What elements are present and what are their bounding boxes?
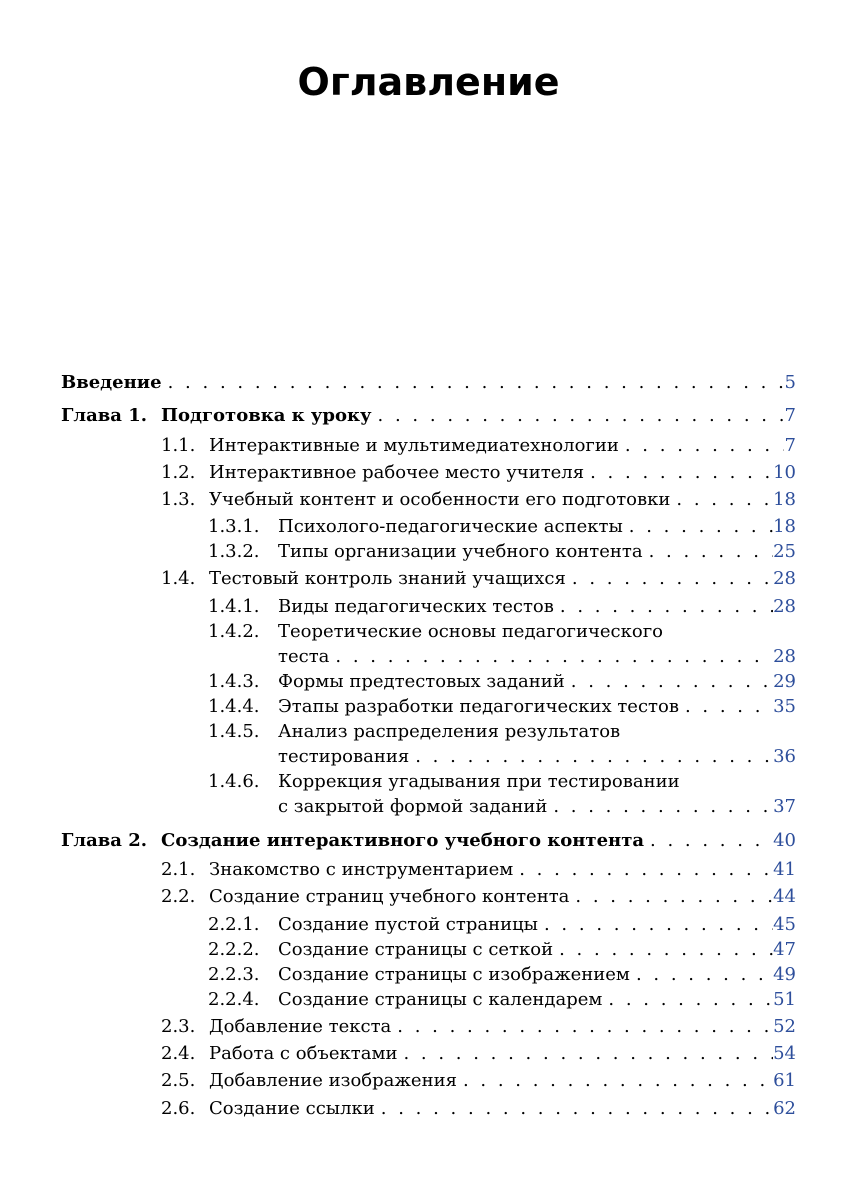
leader-dots [623,514,773,540]
toc-subsection-number: 1.4.6. [208,771,260,792]
toc-section-number: 2.1. [161,859,196,880]
toc-entry-title: Виды педагогических тестов [278,596,554,617]
toc-entry-title-continuation: теста [278,646,330,667]
leader-dots [329,644,773,670]
toc-entry-title: Добавление изображения [209,1070,457,1091]
toc-page-number[interactable]: 44 [773,886,796,907]
leader-dots [409,744,773,770]
leader-dots [670,487,773,513]
toc-entry-section[interactable] [161,1014,796,1040]
toc-entry-title: Формы предтестовых заданий [278,671,565,692]
toc-page-number[interactable]: 29 [773,671,796,692]
toc-entry-subsection[interactable] [208,619,796,670]
toc-section-number: 1.2. [161,462,196,483]
toc-entry-title: Теоретические основы педагогического [278,621,663,642]
toc-entry-subsection[interactable] [208,719,796,770]
toc-entry-subsection[interactable] [208,912,796,938]
leader-dots [566,566,773,592]
leader-dots [643,539,774,565]
toc-entry-subsection[interactable] [208,769,796,820]
leader-dots [513,857,773,883]
leader-dots [584,460,773,486]
toc-entry-subsection[interactable] [208,962,796,988]
toc-entry-title-continuation: тестирования [278,746,410,767]
toc-entry-section[interactable] [161,487,796,513]
toc-entry-title: Тестовый контроль знаний учащихся [209,568,566,589]
toc-page-number[interactable]: 28 [773,596,796,617]
toc-page-number[interactable]: 37 [773,796,796,817]
toc-section-number: 2.6. [161,1098,196,1119]
toc-section-number: 2.2. [161,886,196,907]
toc-subsection-number: 1.4.5. [208,721,260,742]
toc-entry-subsection[interactable] [208,694,796,720]
toc-entry-title: Анализ распределения результатов [278,721,621,742]
leader-dots [391,1014,773,1040]
toc-entry-title: Добавление текста [209,1016,392,1037]
toc-section-number: 2.3. [161,1016,196,1037]
toc-page-number[interactable]: 28 [773,568,796,589]
toc-page-number[interactable]: 62 [773,1098,796,1119]
toc-chapter-number: Глава 2. [61,830,148,851]
toc-entry-title: Интерактивные и мультимедиатехнологии [209,435,619,456]
toc-page-number[interactable]: 5 [784,372,796,393]
toc-section-number: 2.4. [161,1043,196,1064]
toc-subsection-number: 1.3.1. [208,516,260,537]
toc-section-number: 2.5. [161,1070,196,1091]
toc-page-number[interactable]: 41 [773,859,796,880]
toc-page-number[interactable]: 40 [773,830,796,851]
leader-dots [679,694,773,720]
toc-entry-section[interactable] [161,1096,796,1122]
leader-dots [547,794,773,820]
toc-entry-title: Создание страниц учебного контента [209,886,570,907]
toc-entry-section[interactable] [161,1068,796,1094]
toc-page-number[interactable]: 25 [773,541,796,562]
toc-entry-chapter-2[interactable] [61,828,796,854]
leader-dots [554,594,773,620]
leader-dots [162,370,784,396]
toc-page-number[interactable]: 47 [773,939,796,960]
leader-dots [538,912,773,938]
toc-page-number[interactable]: 18 [773,489,796,510]
toc-page-number[interactable]: 35 [773,696,796,717]
toc-entry-subsection[interactable] [208,514,796,540]
toc-page-number[interactable]: 54 [773,1043,796,1064]
toc-section-number: 1.1. [161,435,196,456]
toc-subsection-number: 1.4.4. [208,696,260,717]
leader-dots [457,1068,773,1094]
toc-subsection-number: 2.2.3. [208,964,260,985]
toc-chapter-number: Глава 1. [61,405,148,426]
toc-section-number: 1.4. [161,568,196,589]
toc-page-number[interactable]: 51 [773,989,796,1010]
leader-dots [397,1041,773,1067]
toc-subsection-number: 1.3.2. [208,541,260,562]
toc-entry-subsection[interactable] [208,594,796,620]
toc-page-number[interactable]: 10 [773,462,796,483]
toc-entry-title: Создание страницы с календарем [278,989,603,1010]
toc-entry-title: Знакомство с инструментарием [209,859,514,880]
toc-entry-title: Типы организации учебного контента [278,541,643,562]
toc-entry-title: Подготовка к уроку [161,405,372,426]
toc-entry-title: Создание страницы с изображением [278,964,630,985]
toc-entry-title: Создание интерактивного учебного контента [161,830,645,851]
toc-subsection-number: 2.2.4. [208,989,260,1010]
toc-section-number: 1.3. [161,489,196,510]
toc-entry-title: Этапы разработки педагогических тестов [278,696,679,717]
toc-entry-section[interactable] [161,857,796,883]
toc-subsection-number: 1.4.2. [208,621,260,642]
toc-page-number[interactable]: 7 [784,435,796,456]
toc-page-number[interactable]: 45 [773,914,796,935]
toc-entry-section[interactable] [161,566,796,592]
toc-entry-chapter-1[interactable] [61,403,796,429]
toc-entry-title: Создание страницы с сеткой [278,939,554,960]
toc-entry-section[interactable] [161,884,796,910]
toc-entry-title: Введение [61,372,162,393]
leader-dots [569,884,773,910]
leader-dots [565,669,773,695]
toc-subsection-number: 1.4.3. [208,671,260,692]
toc-page-number[interactable]: 28 [773,646,796,667]
toc-subsection-number: 2.2.2. [208,939,260,960]
toc-entry-subsection[interactable] [208,539,796,565]
leader-dots [619,433,784,459]
leader-dots [375,1096,773,1122]
toc-entry-section[interactable] [161,460,796,486]
toc-entry-title: Психолого-педагогические аспекты [278,516,623,537]
toc-entry-title-continuation: с закрытой формой заданий [278,796,548,817]
toc-entry-introduction[interactable] [61,370,796,396]
toc-entry-title: Учебный контент и особенности его подготовки [209,489,671,510]
toc-entry-title: Коррекция угадывания при тестировании [278,771,680,792]
toc-entry-title: Интерактивное рабочее место учителя [209,462,585,483]
toc-subsection-number: 2.2.1. [208,914,260,935]
toc-page-number[interactable]: 52 [773,1016,796,1037]
leader-dots [602,987,773,1013]
toc-page-number[interactable]: 61 [773,1070,796,1091]
toc-entry-subsection[interactable] [208,669,796,695]
leader-dots [372,403,784,429]
toc-page-number[interactable]: 36 [773,746,796,767]
leader-dots [630,962,773,988]
toc-entry-subsection[interactable] [208,937,796,963]
toc-entry-section[interactable] [161,1041,796,1067]
toc-page-number[interactable]: 49 [773,964,796,985]
leader-dots [644,828,773,854]
toc-entry-subsection[interactable] [208,987,796,1013]
toc-entry-title: Создание пустой страницы [278,914,538,935]
toc-page-number[interactable]: 7 [784,405,796,426]
leader-dots [553,937,773,963]
toc-page-number[interactable]: 18 [773,516,796,537]
toc-subsection-number: 1.4.1. [208,596,260,617]
toc-entry-title: Создание ссылки [209,1098,375,1119]
toc-entry-section[interactable] [161,433,796,459]
toc-entry-title: Работа с объектами [209,1043,398,1064]
page-title: Оглавление [297,60,560,104]
